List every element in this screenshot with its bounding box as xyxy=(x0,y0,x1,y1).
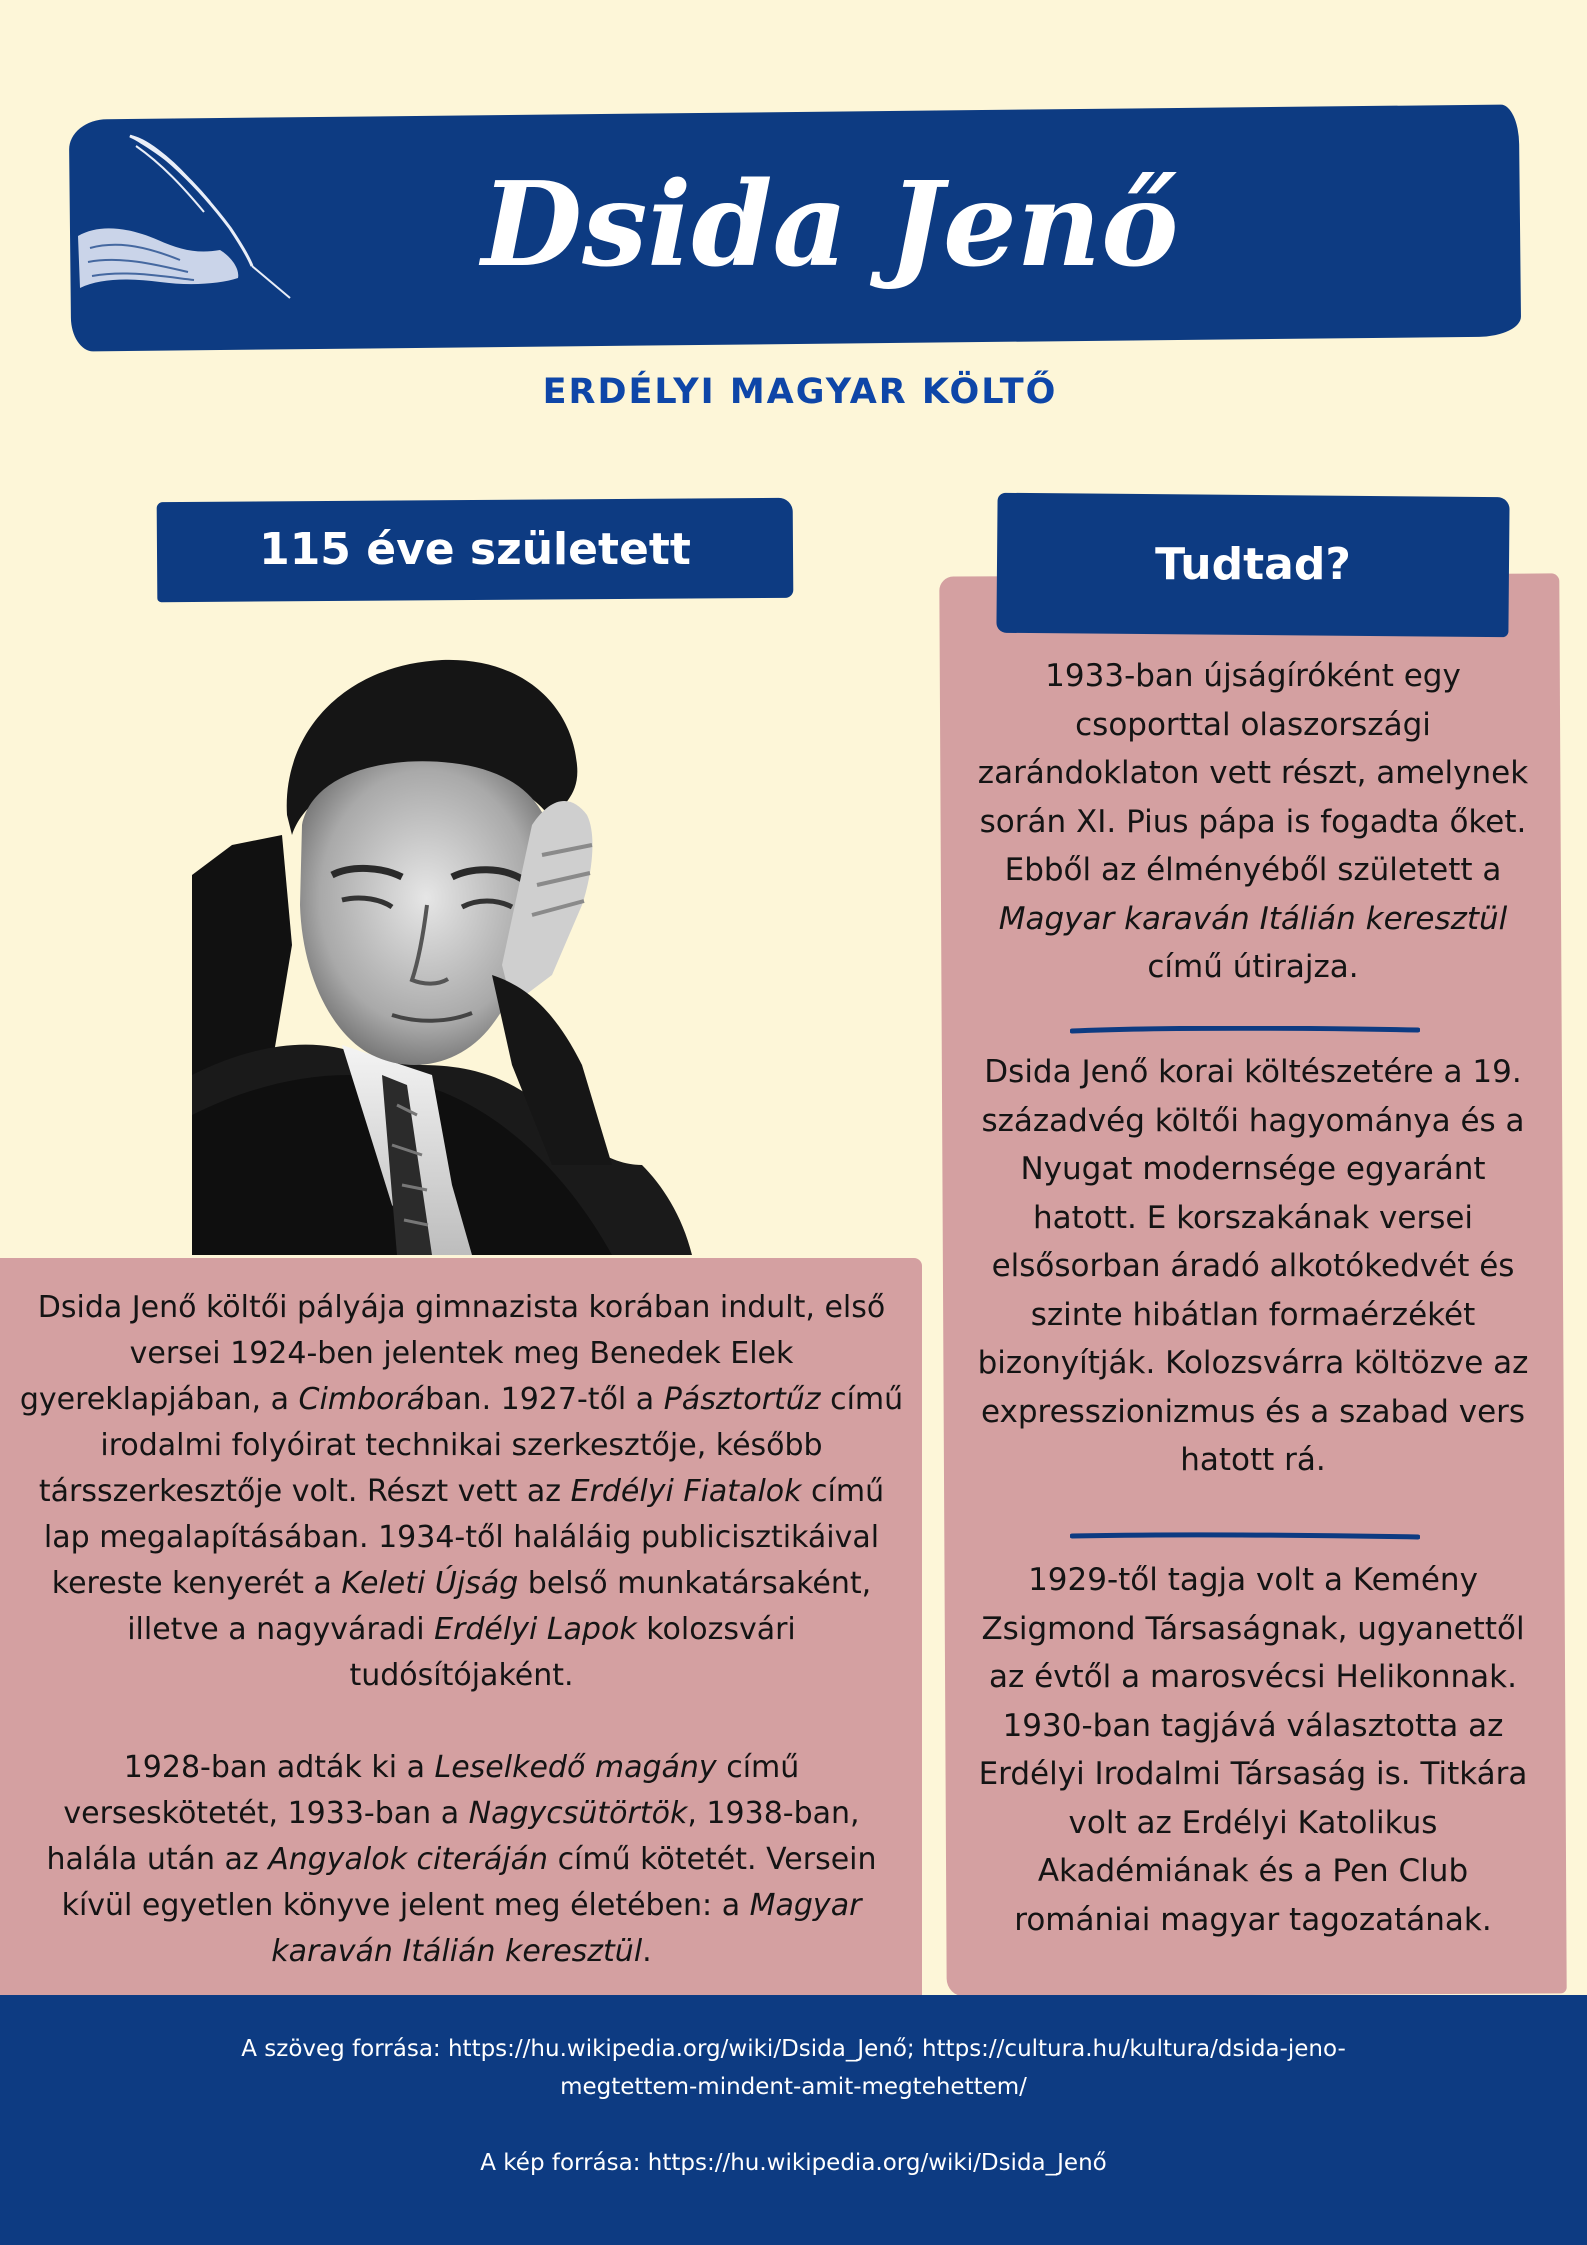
fact-2: Dsida Jenő korai költészetére a 19. századvég költői hagyománya és a Nyugat modernsége egyaránt hatott. E korszakának versei elsősorban áradó alkotókedvét és szinte hibátlan formaérzékét bizonyítják. Kolozsvárra költözve az expresszionizmus és a szabad vers hatott rá. xyxy=(977,1054,1529,1478)
fact-1: 1933-ban újságíróként egy csoporttal olaszországi zarándoklaton vett részt, amelynek során XI. Pius pápa is fogadta őket. Ebből az élményéből született a Magyar karaván Itálián keresztül című útirajza. xyxy=(977,658,1529,985)
biography-text xyxy=(14,1285,909,2021)
image-source: A kép forrása: https://hu.wikipedia.org/wiki/Dsida_Jenő xyxy=(480,2150,1107,2176)
divider-2 xyxy=(1070,1532,1420,1540)
birth-anniversary-heading: 115 éve született xyxy=(259,524,691,575)
biography-paragraph-1: Dsida Jenő költői pályája gimnazista korában indult, első versei 1924-ben jelentek meg Benedek Elek gyereklapjában, a Cimborában. 1927-től a Pásztortűz című irodalmi folyóirat technikai szerkesztője, később társszerkesztője volt. Részt vett az Erdélyi Fiatalok című lap megalapításában. 1934-től haláláig publicisztikáival kereste kenyerét a Keleti Újság belső munkatársaként, illetve a nagyváradi Erdélyi Lapok kolozsvári tudósítójaként. xyxy=(19,1290,904,1693)
fact-3: 1929-től tagja volt a Kemény Zsigmond Társaságnak, ugyanettől az évtől a marosvécsi Helikonnak. 1930-ban tagjává választotta az Erdélyi Irodalmi Társaság is. Titkára volt az Erdélyi Katolikus Akadémiának és a Pen Club romániai magyar tagozatának. xyxy=(978,1562,1528,1938)
portrait-photo xyxy=(192,645,712,1255)
footer-sources xyxy=(210,2030,1377,2220)
biography-paragraph-2: 1928-ban adták ki a Leselkedő magány című verseskötetét, 1933-ban a Nagycsütörtök, 1938-ban, halála után az Angyalok citeráján című kötetét. Versein kívül egyetlen könyve jelent meg életében: a Magyar karaván Itálián keresztül. xyxy=(46,1750,877,1969)
facts-heading: Tudtad? xyxy=(1155,539,1351,590)
page-title: Dsida Jenő xyxy=(481,157,1179,293)
divider-1 xyxy=(1070,1026,1420,1034)
quill-icon xyxy=(70,128,320,304)
text-source: A szöveg forrása: https://hu.wikipedia.org/wiki/Dsida_Jenő; https://cultura.hu/kultura/dsida-jeno-megtettem-mindent-amit-megtehettem/ xyxy=(241,2036,1346,2100)
subtitle: ERDÉLYI MAGYAR KÖLTŐ xyxy=(542,372,1058,412)
